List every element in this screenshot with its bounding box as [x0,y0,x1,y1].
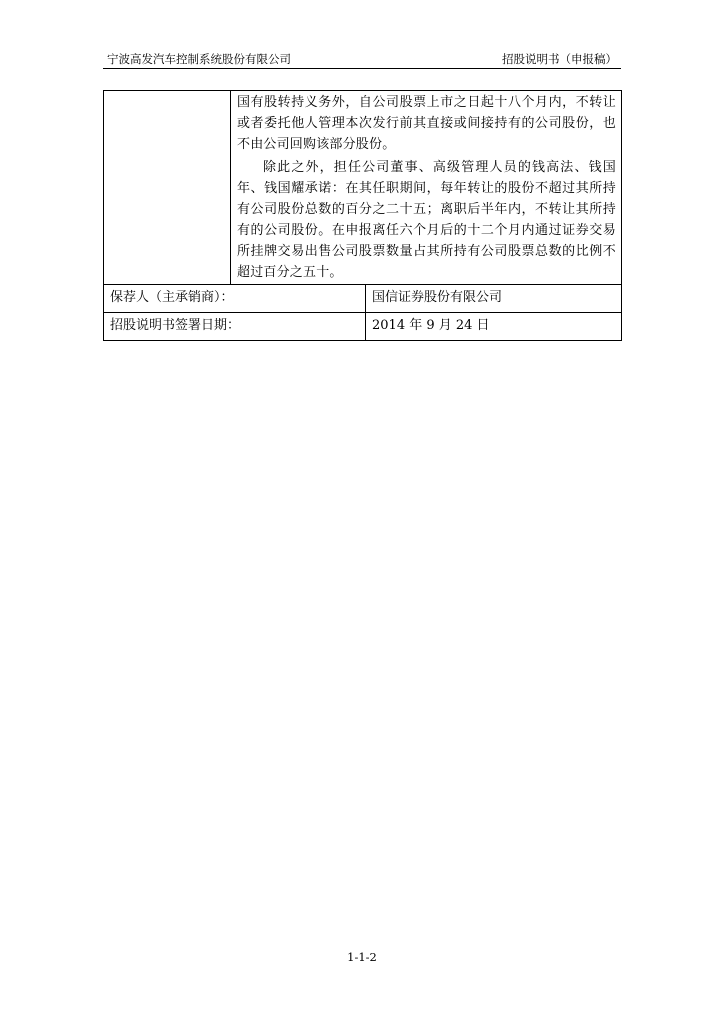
commitment-paragraph: 除此之外，担任公司董事、高级管理人员的钱高法、钱国年、钱国耀承诺：在其任职期间，每年转让的股份不超过其所持有公司股份总数的百分之二十五；离职后半年内，不转让其所持有的公司股份。在申报离任六个月后的十二个月内通过证券交易所挂牌交易出售公司股票数量占其所持有公司股票总数的比例不超过百分之五十。 [237,160,616,280]
commitment-label-cell [104,91,231,285]
info-table [103,90,622,341]
header-document-title: 招股说明书（申报稿） [502,52,617,66]
sponsor-value: 国信证券股份有限公司 [372,290,503,305]
sign-date-value: 2014 年 9 月 24 日 [372,318,490,333]
commitment-row [104,91,622,285]
table-row [104,313,622,341]
commitment-paragraph: 国有股转持义务外，自公司股票上市之日起十八个月内，不转让或者委托他人管理本次发行前其直接或间接持有的公司股份，也不由公司回购该部分股份。 [237,95,616,152]
sign-date-label: 招股说明书签署日期： [110,318,241,333]
sponsor-label-cell [104,285,366,313]
sponsor-label: 保荐人（主承销商）： [110,290,234,305]
page-number: 1-1-2 [347,950,377,964]
commitment-text-cell [231,91,622,285]
page-header [103,50,621,69]
table-row [104,285,622,313]
sign-date-value-cell [366,313,622,341]
sign-date-label-cell [104,313,366,341]
header-company-name: 宁波高发汽车控制系统股份有限公司 [107,52,291,66]
sponsor-value-cell [366,285,622,313]
